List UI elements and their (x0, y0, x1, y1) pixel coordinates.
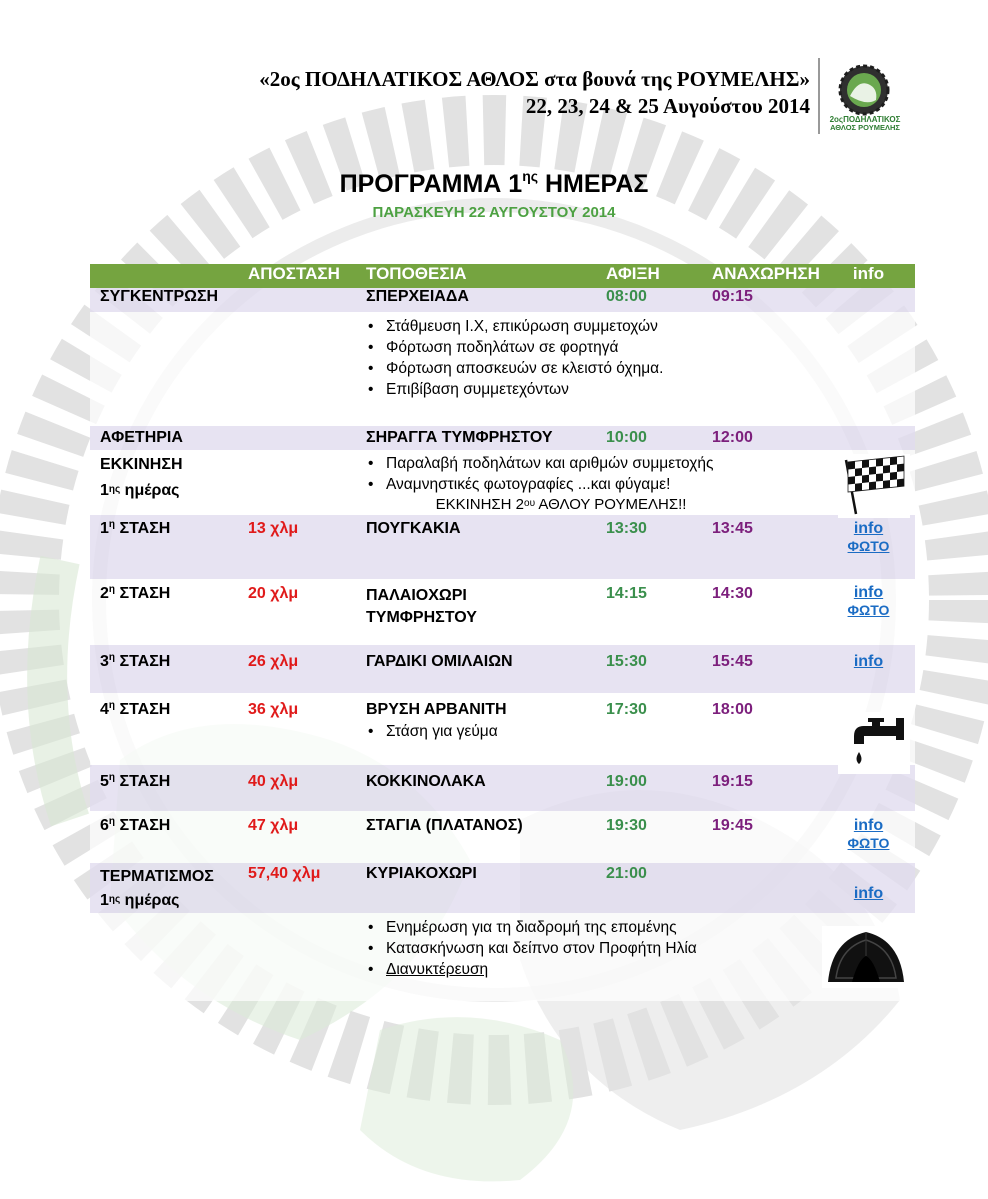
list-item: • Παραλαβή ποδηλάτων και αριθμών συμμετοχής (368, 453, 915, 474)
row-label: ΤΕΡΜΑΤΙΣΜΟΣ $1^{\eta\varsigma}$ ημέρας (90, 863, 238, 913)
header-departure: ΑΝΑΧΩΡΗΣΗ (712, 264, 820, 283)
event-dates: 22, 23, 24 & 25 Αυγούστου 2014 (525, 94, 810, 118)
row-place: ΚΥΡΙΑΚΟΧΩΡΙ (356, 863, 596, 913)
info-link[interactable]: info (853, 653, 884, 670)
row-distance: 20 χλμ (238, 579, 356, 645)
table-row (90, 863, 915, 913)
row-place: ΓΑΡΔΙΚΙ ΟΜΙΛΑΙΩΝ (356, 645, 596, 693)
table-row: $1^\eta$ ΣΤΑΣΗ 13 χλμ ΠΟΥΓΚΑΚΙΑ 13:30 13:45 info ΦΩΤΟ (90, 515, 915, 579)
header-location: ΤΟΠΟΘΕΣΙΑ (366, 264, 467, 283)
header-divider (818, 58, 820, 134)
table-row: $5^\eta$ ΣΤΑΣΗ 40 χλμ ΚΟΚΚΙΝΟΛΑΚΑ 19:00 19:15 (90, 765, 915, 811)
water-tap-icon (838, 712, 910, 774)
row-departure: 19:15 (702, 765, 822, 811)
row-distance: 36 χλμ (238, 693, 356, 765)
page-title: ΠΡΟΓΡΑΜΜΑ $1^{\eta\varsigma}$ ΗΜΕΡΑΣ (339, 168, 649, 198)
tent-icon (822, 926, 910, 988)
table-row: $3^\eta$ ΣΤΑΣΗ 26 χλμ ΓΑΡΔΙΚΙ ΟΜΙΛΑΙΩΝ 15:30 15:45 info (90, 645, 915, 693)
info-link[interactable]: info (853, 817, 884, 834)
row-place: ΒΡΥΣΗ ΑΡΒΑΝΙΤΗ (366, 701, 507, 718)
event-header (259, 66, 810, 120)
row-departure: 14:30 (702, 579, 822, 645)
list-item: • Αναμνηστικές φωτογραφίες ...και φύγαμε! (368, 474, 915, 495)
photo-link[interactable]: ΦΩΤΟ (847, 538, 890, 554)
row-distance: 13 χλμ (238, 515, 356, 579)
row-arrival: 17:30 (596, 693, 702, 765)
row-arrival: 15:30 (596, 645, 702, 693)
row-label: ΕΚΚΙΝΗΣΗ $1^{\eta\varsigma}$ ημέρας (90, 450, 238, 515)
row-arrival: 14:15 (596, 579, 702, 645)
list-item: • Φόρτωση αποσκευών σε κλειστό όχημα. (368, 358, 915, 379)
table-row (90, 312, 915, 426)
event-title: «2ος ΠΟΔΗΛΑΤΙΚΟΣ ΑΘΛΟΣ στα βουνά της ΡΟΥΜΕΛΗΣ» (259, 67, 810, 91)
row-label: ΑΦΕΤΗΡΙΑ (90, 426, 238, 450)
row-arrival: 08:00 (596, 288, 702, 312)
row-distance: 47 χλμ (238, 811, 356, 863)
event-logo (828, 60, 902, 132)
row-arrival: 19:00 (596, 765, 702, 811)
list-item: • Κατασκήνωση και δείπνο στον Προφήτη Ηλία (368, 938, 915, 959)
row-arrival: 21:00 (596, 863, 702, 913)
header-distance: ΑΠΟΣΤΑΣΗ (248, 264, 340, 283)
table-header-row (90, 264, 915, 288)
list-item: • Στάθμευση Ι.Χ, επικύρωση συμμετοχών (368, 316, 915, 337)
row-distance: 26 χλμ (238, 645, 356, 693)
header-arrival: ΑΦΙΞΗ (606, 264, 660, 283)
table-row (90, 426, 915, 450)
row-departure: 18:00 (702, 693, 822, 765)
row-departure: 12:00 (702, 426, 822, 450)
row-place: ΠΑΛΑΙΟΧΩΡΙ ΤΥΜΦΡΗΣΤΟΥ (356, 579, 596, 645)
row-arrival: 13:30 (596, 515, 702, 579)
checkered-flag-icon (838, 454, 910, 518)
photo-link[interactable]: ΦΩΤΟ (847, 602, 890, 618)
row-place: ΣΠΕΡΧΕΙΑΔΑ (356, 288, 596, 312)
schedule-table (90, 264, 915, 1001)
row-departure: 09:15 (702, 288, 822, 312)
list-item: • Φόρτωση ποδηλάτων σε φορτηγά (368, 337, 915, 358)
list-item: • Επιβίβαση συμμετεχόντων (368, 379, 915, 400)
table-row: $4^\eta$ ΣΤΑΣΗ 36 χλμ ΒΡΥΣΗ ΑΡΒΑΝΙΤΗ • Στάση για γεύμα 17:30 18:00 (90, 693, 915, 765)
header-info: info (852, 264, 885, 283)
row-departure: 19:45 (702, 811, 822, 863)
overnight-link[interactable]: Διανυκτέρευση (386, 961, 489, 978)
list-item: • Στάση για γεύμα (368, 721, 596, 742)
table-row: $6^\eta$ ΣΤΑΣΗ 47 χλμ ΣΤΑΓΙΑ (ΠΛΑΤΑΝΟΣ) 19:30 19:45 info ΦΩΤΟ (90, 811, 915, 863)
table-row (90, 288, 915, 312)
stop4-bullets (366, 721, 596, 742)
row-departure: 13:45 (702, 515, 822, 579)
row-place: ΣΗΡΑΓΓΑ ΤΥΜΦΡΗΣΤΟΥ (356, 426, 596, 450)
row-place: ΠΟΥΓΚΑΚΙΑ (356, 515, 596, 579)
logo-text-1: 2οςΠΟΔΗΛΑΤΙΚΟΣ (829, 115, 901, 124)
gathering-bullets (366, 316, 915, 400)
photo-link[interactable]: ΦΩΤΟ (847, 835, 890, 851)
row-distance: 40 χλμ (238, 765, 356, 811)
table-row (90, 913, 915, 1001)
row-label: ΣΥΓΚΕΝΤΡΩΣΗ (90, 288, 238, 312)
table-row: $2^\eta$ ΣΤΑΣΗ 20 χλμ ΠΑΛΑΙΟΧΩΡΙ ΤΥΜΦΡΗΣΤΟΥ 14:15 14:30 info ΦΩΤΟ (90, 579, 915, 645)
row-departure: 15:45 (702, 645, 822, 693)
row-arrival: 19:30 (596, 811, 702, 863)
info-link[interactable]: info (853, 885, 884, 902)
logo-text-2: ΑΘΛΟΣ ΡΟΥΜΕΛΗΣ (830, 123, 900, 132)
row-arrival: 10:00 (596, 426, 702, 450)
info-link[interactable]: info (853, 520, 884, 537)
list-item: • Ενημέρωση για τη διαδρομή της επομένης (368, 917, 915, 938)
row-distance: 57,40 χλμ (238, 863, 356, 913)
departure-bullets (366, 453, 915, 495)
info-link[interactable]: info (853, 584, 884, 601)
table-row (90, 450, 915, 515)
row-place: ΚΟΚΚΙΝΟΛΑΚΑ (356, 765, 596, 811)
row-place: ΣΤΑΓΙΑ (ΠΛΑΤΑΝΟΣ) (356, 811, 596, 863)
start-announcement: ΕΚΚΙΝΗΣΗ $2^{o\upsilon}$ ΑΘΛΟΥ ΡΟΥΜΕΛΗΣ!! (435, 496, 687, 513)
page-subtitle: ΠΑΡΑΣΚΕΥΗ 22 ΑΥΓΟΥΣΤΟΥ 2014 (372, 204, 616, 221)
